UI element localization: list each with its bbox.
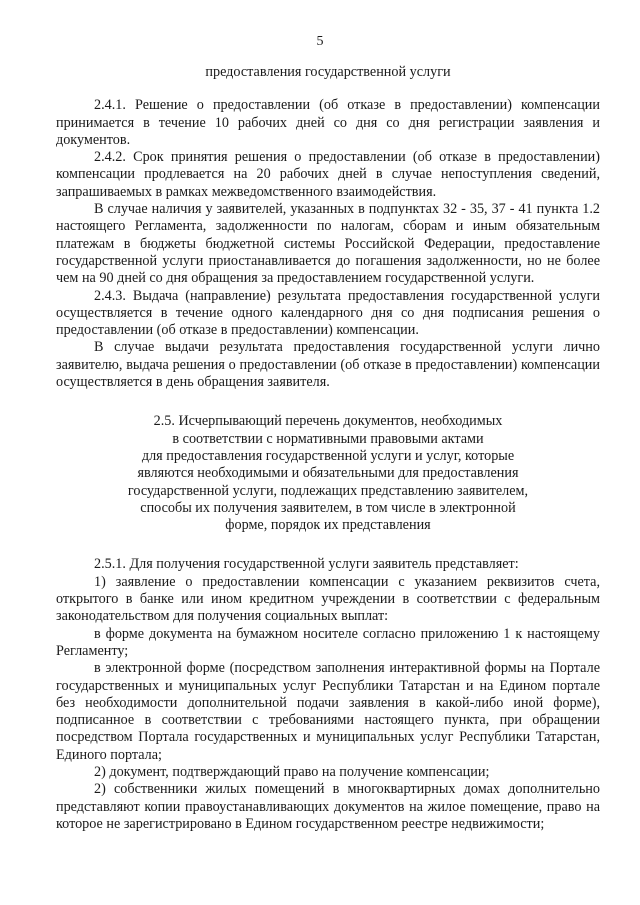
heading-line: являются необходимыми и обязательными для предоставления <box>137 465 519 482</box>
paragraph-2-4-2: 2.4.2. Срок принятия решения о предоставлении (об отказе в предоставлении) компенсации продлевается на 20 рабочих дней в случае непоступления сведений, запрашиваемых в рамках межведомственного взаимодействия. <box>56 149 600 200</box>
list-item-electronic-form: в электронной форме (посредством заполнения интерактивной формы на Портале государственных и муниципальных услуг Республики Татарстан и на Едином портале без необходимости дополнительной подачи заявления в какой-либо иной форме), подписанное в соответствии с требованиями настоящего пункта, при обращении посредством Портала государственных и муниципальных услуг Республики Татарстан, Единого портала; <box>56 660 600 763</box>
heading-line: способы их получения заявителем, в том числе в электронной <box>140 499 516 516</box>
continuation-line: предоставления государственной услуги <box>205 64 451 80</box>
page-number: 5 <box>316 34 324 49</box>
paragraph-personal-issue: В случае выдачи результата предоставления государственной услуги лично заявителю, выдача решения о предоставлении (об отказе в предоставлении) компенсации осуществляется в день обращения заявителя. <box>56 339 600 391</box>
spacer <box>56 81 600 97</box>
paragraph-2-4-1: 2.4.1. Решение о предоставлении (об отказе в предоставлении) компенсации принимается в течение 10 рабочих дней со дня со дня регистрации заявления и документов. <box>56 97 600 148</box>
list-item-paper-form: в форме документа на бумажном носителе согласно приложению 1 к настоящему Регламенту; <box>56 625 600 659</box>
paragraph-debt-suspension: В случае наличия у заявителей, указанных в подпунктах 32 - 35, 37 - 41 пункта 1.2 настоящего Регламента, задолженности по налогам, сборам и иным обязательным платежам в бюджеты бюджетной системы Российской Федерации, предоставление государственной услуги приостанавливается до погашения задолженности, но не более чем на 90 дней со дня обращения за предоставлением государственной услуги. <box>56 201 600 287</box>
paragraph-2-4-3: 2.4.3. Выдача (направление) результата предоставления государственной услуги осуществляется в течение одного календарного дня со дня подписания решения о предоставлении (об отказе в предоставлении) компенсации. <box>56 287 600 339</box>
paragraph-2-5-1: 2.5.1. Для получения государственной услуги заявитель представляет: <box>94 556 519 573</box>
section-heading-2-5 <box>56 413 600 534</box>
document-body <box>56 64 600 833</box>
heading-line: для предоставления государственной услуги и услуг, которые <box>141 447 515 464</box>
spacer <box>56 391 600 413</box>
list-item-application: 1) заявление о предоставлении компенсации с указанием реквизитов счета, открытого в банке или ином кредитном учреждении в соответствии с федеральным законодательством для получения социальных выплат: <box>56 573 600 625</box>
heading-line: государственной услуги, подлежащих представлению заявителем, <box>127 482 529 499</box>
list-item-owners-documents: 2) собственники жилых помещений в многоквартирных домах дополнительно представляют копии правоустанавливающих документов на жилое помещение, право на которое не зарегистрировано в Едином государственном реестре недвижимости; <box>56 781 600 832</box>
heading-line: в соответствии с нормативными правовыми актами <box>172 430 484 447</box>
heading-line: форме, порядок их представления <box>225 517 431 534</box>
list-item-entitlement-document: 2) документ, подтверждающий право на получение компенсации; <box>94 763 490 780</box>
spacer <box>56 534 600 556</box>
heading-line: 2.5. Исчерпывающий перечень документов, необходимых <box>153 413 503 430</box>
